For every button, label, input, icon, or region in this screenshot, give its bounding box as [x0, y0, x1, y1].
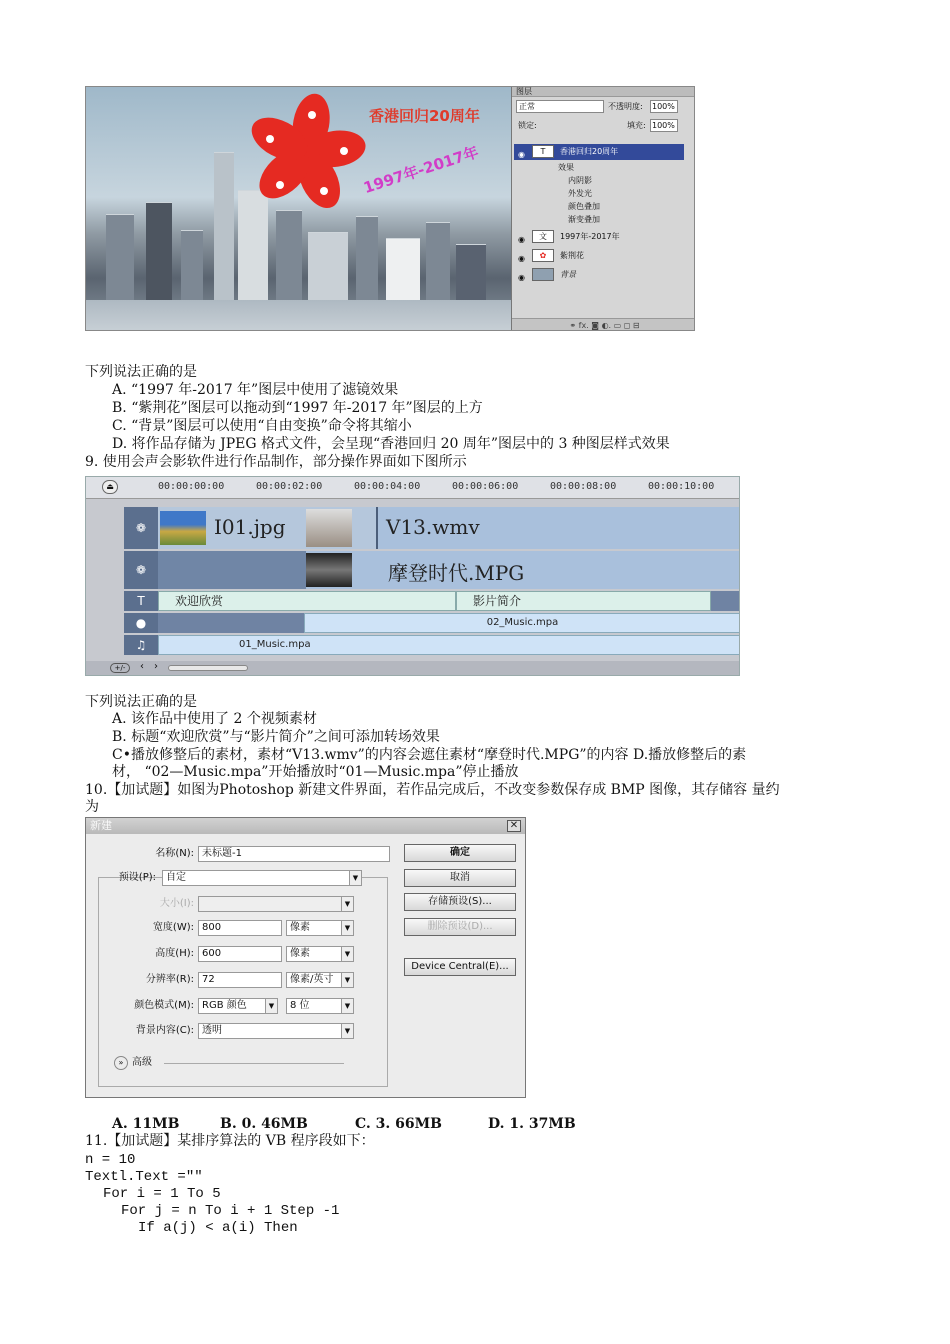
layers-panel-header: 图层: [512, 87, 695, 97]
harbour: [86, 300, 511, 331]
photoshop-figure: [85, 86, 695, 331]
dialog-title: 新建: [86, 818, 525, 834]
hong-kong-photo: [86, 87, 511, 331]
resolution-unit-value: 像素/英寸: [290, 974, 334, 985]
q8-option-c: C. “背景”图层可以使用“自由变换”命令将其缩小: [112, 418, 412, 434]
eye-icon[interactable]: ◉: [518, 234, 525, 244]
q9-option-a: A. 该作品中使用了 2 个视频素材: [112, 711, 317, 727]
effects-label: 效果: [558, 163, 574, 172]
chevron-down-icon: ▼: [341, 999, 353, 1013]
building: [356, 216, 378, 302]
video-track-icon[interactable]: ❁: [124, 507, 158, 549]
fill-label: 填充:: [627, 121, 646, 130]
layer-flower-row[interactable]: [514, 248, 684, 264]
layer-name: 1997年-2017年: [560, 232, 620, 241]
ps-years-text: 1997年-2017年: [361, 142, 481, 198]
overlay-track-icon[interactable]: ❁: [124, 551, 158, 589]
building: [214, 152, 234, 302]
ok-button[interactable]: 确定: [404, 844, 516, 862]
effect-color-overlay[interactable]: 颜色叠加: [568, 202, 600, 211]
clip-label: I01.jpg: [214, 515, 286, 539]
code-line: Textl.Text ="": [85, 1169, 203, 1185]
effect-inner-shadow[interactable]: 内阴影: [568, 176, 592, 185]
preset-select[interactable]: [162, 870, 362, 886]
layer-name: 背景: [560, 270, 576, 279]
background-label: 背景内容(C):: [135, 1025, 194, 1036]
q8-option-b: B. “紫荆花”图层可以拖动到“1997 年-2017 年”图层的上方: [112, 400, 483, 416]
bauhinia-flower-icon: [236, 93, 376, 223]
background-select[interactable]: [198, 1023, 354, 1039]
chevron-down-icon: ▼: [341, 947, 353, 961]
q10-option-b: B. 0. 46MB: [220, 1116, 308, 1132]
video-track: [158, 507, 740, 549]
voice-clip[interactable]: 02_Music.mpa: [304, 613, 740, 633]
resolution-unit-select[interactable]: [286, 972, 354, 988]
q10-option-c: C. 3. 66MB: [355, 1116, 442, 1132]
cancel-button[interactable]: 取消: [404, 869, 516, 887]
q9-option-b: B. 标题“欢迎欣赏”与“影片简介”之间可添加转场效果: [112, 729, 440, 745]
lock-label: 锁定:: [518, 121, 537, 130]
height-unit-select[interactable]: [286, 946, 354, 962]
effect-outer-glow[interactable]: 外发光: [568, 189, 592, 198]
scroll-left-icon[interactable]: ‹: [140, 661, 144, 672]
q8-prompt: 下列说法正确的是: [85, 364, 197, 380]
building: [386, 238, 420, 302]
effect-gradient-overlay[interactable]: 渐变叠加: [568, 215, 600, 224]
preset-label: 预设(P):: [118, 872, 156, 883]
code-line: n = 10: [85, 1152, 136, 1168]
timecode: 00:00:04:00: [354, 481, 421, 492]
music-track: [158, 635, 740, 655]
resolution-label: 分辨率(R):: [145, 974, 194, 985]
clip-thumbnail: [306, 553, 352, 587]
height-unit-value: 像素: [290, 948, 310, 959]
width-label: 宽度(W):: [152, 922, 194, 933]
device-central-button[interactable]: Device Central(E)...: [404, 958, 516, 976]
q9-stem: 9. 使用会声会影软件进行作品制作，部分操作界面如下图所示: [85, 454, 467, 470]
timeline-scrollbar[interactable]: [86, 661, 740, 676]
layer-background-row[interactable]: [514, 267, 684, 283]
voice-track: [158, 613, 740, 633]
clip-label: 摩登时代.MPG: [388, 561, 525, 585]
layer-text-row[interactable]: [514, 144, 684, 160]
type-layer-icon: 文: [532, 230, 554, 243]
clip-video[interactable]: [306, 551, 740, 589]
name-input[interactable]: 未标题-1: [198, 846, 390, 862]
size-select: [198, 896, 354, 912]
color-mode-label: 颜色模式(M):: [134, 1000, 194, 1011]
q9-option-c-d: C•播放修整后的素材，素材“V13.wmv”的内容会遮住素材“摩登时代.MPG”的内容 D.播放修整后的素: [112, 747, 747, 763]
code-line: If a(j) < a(i) Then: [138, 1220, 298, 1236]
clip-thumbnail: [306, 509, 352, 547]
title-clip-1[interactable]: 欢迎欣赏: [158, 591, 456, 611]
code-line: For j = n To i + 1 Step -1: [121, 1203, 340, 1219]
size-label: 大小(I):: [159, 898, 194, 909]
color-mode-select[interactable]: [198, 998, 278, 1014]
layer-name: 紫荆花: [560, 251, 584, 260]
eye-icon[interactable]: ◉: [518, 253, 525, 263]
layers-toolbar: ⚭ fx. ◙ ◐. ▭ ◻ ⊟: [512, 318, 695, 331]
q10-stem: 10.【加试题】如图为Photoshop 新建文件界面，若作品完成后，不改变参数保存成 BMP 图像，其存储容 量约: [85, 782, 780, 798]
video-editor-figure: [85, 476, 740, 676]
width-unit-value: 像素: [290, 922, 310, 933]
opacity-input[interactable]: 100%: [650, 100, 678, 113]
building: [146, 202, 172, 302]
advanced-label[interactable]: 高级: [132, 1057, 152, 1068]
width-unit-select[interactable]: [286, 920, 354, 936]
title-clip-2[interactable]: 影片简介: [456, 591, 711, 611]
chevron-down-icon: ▼: [349, 871, 361, 885]
title-track-icon[interactable]: T: [124, 591, 158, 611]
chevron-down-icon: ▼: [341, 921, 353, 935]
timecode: 00:00:02:00: [256, 481, 323, 492]
music-clip[interactable]: 01_Music.mpa: [158, 635, 740, 655]
layers-panel: [511, 87, 695, 331]
title-track: [158, 591, 740, 611]
blend-mode-value: 正常: [519, 102, 535, 111]
background-value: 透明: [202, 1025, 222, 1036]
bit-depth-select[interactable]: [286, 998, 354, 1014]
building: [181, 230, 203, 302]
resolution-input[interactable]: 72: [198, 972, 282, 988]
height-label: 高度(H):: [155, 948, 194, 959]
q10-option-a: A. 11MB: [112, 1116, 180, 1132]
q9-option-d-cont: 材， “02—Music.mpa”开始播放时“01—Music.mpa”停止播放: [112, 764, 519, 780]
scrollbar-thumb[interactable]: [168, 665, 248, 671]
eye-icon[interactable]: ◉: [518, 149, 525, 159]
name-label: 名称(N):: [155, 848, 194, 859]
bit-depth-value: 8 位: [290, 1000, 310, 1011]
layer-name: 香港回归20周年: [560, 147, 619, 156]
chevron-down-icon: ▼: [341, 897, 353, 911]
color-mode-value: RGB 颜色: [202, 1000, 247, 1011]
background-thumbnail: [532, 268, 554, 281]
close-icon[interactable]: ✕: [507, 820, 521, 832]
music-track-icon[interactable]: ♫: [124, 635, 158, 655]
eject-icon[interactable]: ⏏: [102, 480, 118, 494]
fill-input[interactable]: 100%: [650, 119, 678, 132]
zoom-button[interactable]: +/-: [110, 663, 130, 673]
timecode: 00:00:10:00: [648, 481, 715, 492]
overlay-track: [158, 551, 740, 589]
clip-thumbnail: [160, 511, 206, 545]
building: [426, 222, 450, 302]
building: [308, 232, 348, 302]
voice-track-icon[interactable]: ●: [124, 613, 158, 633]
q9-prompt: 下列说法正确的是: [85, 694, 197, 710]
save-preset-button[interactable]: 存储预设(S)...: [404, 893, 516, 911]
timecode: 00:00:06:00: [452, 481, 519, 492]
flower-thumbnail: ✿: [532, 249, 554, 262]
layer-years-row[interactable]: [514, 229, 684, 245]
code-line: For i = 1 To 5: [103, 1186, 221, 1202]
building: [276, 210, 302, 302]
building: [456, 244, 486, 302]
chevron-down-icon: ▼: [341, 1024, 353, 1038]
delete-preset-button: 删除预设(D)...: [404, 918, 516, 936]
divider: [164, 1063, 344, 1064]
chevron-down-icon: ▼: [341, 973, 353, 987]
width-input[interactable]: 800: [198, 920, 282, 936]
expand-icon[interactable]: »: [114, 1056, 128, 1070]
preset-value: 自定: [166, 872, 186, 883]
ps-title-text: 香港回归20周年: [369, 107, 480, 125]
timeline-ruler: [86, 477, 740, 499]
timecode: 00:00:00:00: [158, 481, 225, 492]
height-input[interactable]: 600: [198, 946, 282, 962]
q8-option-a: A. “1997 年-2017 年”图层中使用了滤镜效果: [112, 382, 399, 398]
eye-icon[interactable]: ◉: [518, 272, 525, 282]
new-file-dialog: [85, 817, 526, 1098]
q11-stem: 11.【加试题】某排序算法的 VB 程序段如下：: [85, 1133, 375, 1149]
blend-mode-select[interactable]: [516, 100, 604, 113]
building: [106, 214, 134, 302]
clip-label: V13.wmv: [386, 515, 480, 539]
chevron-down-icon: ▼: [265, 999, 277, 1013]
q10-option-d: D. 1. 37MB: [488, 1116, 576, 1132]
timecode: 00:00:08:00: [550, 481, 617, 492]
q8-option-d: D. 将作品存储为 JPEG 格式文件，会呈现“香港回归 20 周年”图层中的 3 种图层样式效果: [112, 436, 670, 452]
opacity-label: 不透明度:: [608, 102, 643, 111]
q10-stem-cont: 为: [85, 799, 99, 815]
scroll-right-icon[interactable]: ›: [154, 661, 158, 672]
type-layer-icon: T: [532, 145, 554, 158]
